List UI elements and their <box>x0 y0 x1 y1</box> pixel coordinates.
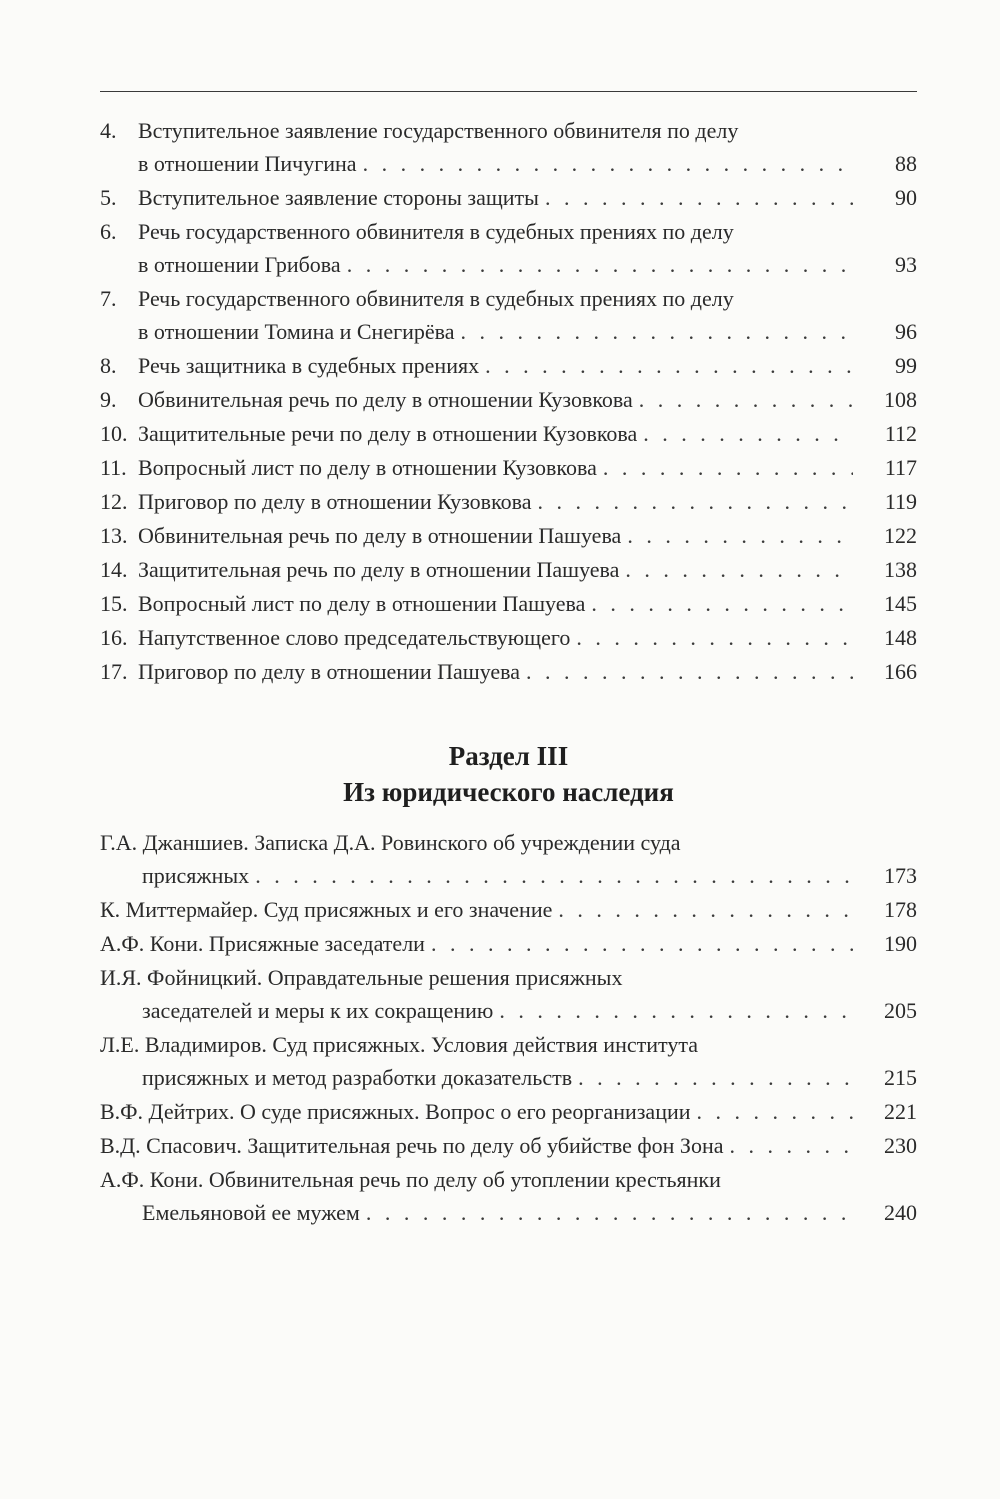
dot-leader <box>461 315 853 348</box>
toc-entry[interactable] <box>100 893 917 926</box>
toc-entry-page: 230 <box>884 1133 917 1158</box>
toc-entry-page: 108 <box>884 387 917 412</box>
dot-leader <box>366 1196 853 1229</box>
dot-leader <box>363 147 853 180</box>
toc-entry-page: 145 <box>884 591 917 616</box>
dot-leader <box>627 519 853 552</box>
toc-entry-page: 96 <box>895 319 917 344</box>
toc-entry[interactable] <box>100 215 917 281</box>
toc-entry-title: Емельяновой ее мужем <box>142 1200 360 1225</box>
toc-entry-title: Г.А. Джаншиев. Записка Д.А. Ровинского об учреждении суда <box>100 830 681 855</box>
toc-entry-title: Л.Е. Владимиров. Суд присяжных. Условия действия института <box>100 1032 698 1057</box>
toc-entry[interactable] <box>100 1129 917 1162</box>
dot-leader <box>485 349 853 382</box>
toc-entry[interactable] <box>100 1028 917 1094</box>
toc-entry-title: Вступительное заявление стороны защиты <box>138 185 539 210</box>
toc-entry-number: 16. <box>100 625 128 650</box>
toc-entry-page: 173 <box>884 863 917 888</box>
toc-entry[interactable] <box>100 1095 917 1128</box>
toc-entry-page: 88 <box>895 151 917 176</box>
dot-leader <box>538 485 854 518</box>
toc-entry[interactable] <box>100 621 917 654</box>
toc-entry-title: Вопросный лист по делу в отношении Кузовкова <box>138 455 597 480</box>
toc-entry-page: 190 <box>884 931 917 956</box>
toc-entry-title: В.Ф. Дейтрих. О суде присяжных. Вопрос о его реорганизации <box>100 1099 691 1124</box>
toc-entry-page: 90 <box>895 185 917 210</box>
toc-entry-page: 93 <box>895 252 917 277</box>
toc-entry-title: в отношении Пичугина <box>138 151 357 176</box>
toc-entry-number: 9. <box>100 387 117 412</box>
toc-entry-page: 112 <box>884 421 917 446</box>
section-heading <box>100 738 917 810</box>
toc-entry-page: 122 <box>884 523 917 548</box>
dot-leader <box>499 994 853 1027</box>
dot-leader <box>643 417 853 450</box>
toc-entry-page: 221 <box>884 1099 917 1124</box>
dot-leader <box>591 587 853 620</box>
toc-entry[interactable] <box>100 553 917 586</box>
toc-section-2-list <box>100 114 917 688</box>
toc-entry-title: в отношении Томина и Снегирёва <box>138 319 455 344</box>
toc-entry[interactable] <box>100 587 917 620</box>
toc-entry[interactable] <box>100 927 917 960</box>
toc-entry[interactable] <box>100 451 917 484</box>
toc-entry[interactable] <box>100 417 917 450</box>
dot-leader <box>578 1061 853 1094</box>
dot-leader <box>603 451 853 484</box>
toc-entry-number: 5. <box>100 185 117 210</box>
toc-entry-number: 14. <box>100 557 128 582</box>
toc-entry[interactable] <box>100 961 917 1027</box>
toc-entry-title: в отношении Грибова <box>138 252 341 277</box>
toc-entry-title: Приговор по делу в отношении Пашуева <box>138 659 521 684</box>
toc-section-3-list <box>100 826 917 1229</box>
dot-leader <box>558 893 853 926</box>
dot-leader <box>431 927 853 960</box>
dot-leader <box>545 181 853 214</box>
toc-entry-page: 119 <box>884 489 917 514</box>
toc-entry-title: Речь государственного обвинителя в судебных прениях по делу <box>138 219 734 244</box>
toc-entry-title: присяжных <box>142 863 250 888</box>
toc-entry-title: Напутственное слово председательствующего <box>138 625 571 650</box>
toc-entry[interactable] <box>100 383 917 416</box>
toc-entry-page: 178 <box>884 897 917 922</box>
toc-entry-number: 11. <box>100 455 127 480</box>
toc-entry-title: заседателей и меры к их сокращению <box>142 998 494 1023</box>
dot-leader <box>625 553 853 586</box>
toc-entry-number: 8. <box>100 353 117 378</box>
toc-entry-title: Обвинительная речь по делу в отношении Кузовкова <box>138 387 633 412</box>
dot-leader <box>576 621 853 654</box>
section-title: Раздел III <box>448 741 569 771</box>
toc-entry-page: 117 <box>884 455 917 480</box>
top-rule <box>100 91 917 92</box>
dot-leader <box>639 383 853 416</box>
toc-entry[interactable] <box>100 282 917 348</box>
toc-entry-title: И.Я. Фойницкий. Оправдательные решения присяжных <box>100 965 623 990</box>
toc-entry-title: А.Ф. Кони. Обвинительная речь по делу об утоплении крестьянки <box>100 1167 721 1192</box>
toc-entry-number: 15. <box>100 591 128 616</box>
dot-leader <box>255 859 853 892</box>
dot-leader <box>526 655 853 688</box>
section-subtitle: Из юридического наследия <box>343 777 674 807</box>
toc-entry-page: 99 <box>895 353 917 378</box>
toc-entry-title: В.Д. Спасович. Защитительная речь по делу об убийстве фон Зона <box>100 1133 724 1158</box>
toc-entry-title: А.Ф. Кони. Присяжные заседатели <box>100 931 425 956</box>
toc-entry-title: Защитительные речи по делу в отношении Кузовкова <box>138 421 638 446</box>
toc-entry-number: 6. <box>100 219 117 244</box>
toc-entry-title: Обвинительная речь по делу в отношении Пашуева <box>138 523 622 548</box>
toc-entry[interactable] <box>100 181 917 214</box>
toc-entry[interactable] <box>100 1163 917 1229</box>
toc-entry[interactable] <box>100 826 917 892</box>
toc-entry-title: Вступительное заявление государственного обвинителя по делу <box>138 118 739 143</box>
toc-entry-number: 7. <box>100 286 117 311</box>
toc-entry-page: 166 <box>884 659 917 684</box>
toc-entry-title: Приговор по делу в отношении Кузовкова <box>138 489 532 514</box>
toc-entry[interactable] <box>100 114 917 180</box>
toc-entry-number: 4. <box>100 118 117 143</box>
toc-entry-title: Речь государственного обвинителя в судебных прениях по делу <box>138 286 734 311</box>
dot-leader <box>729 1129 853 1162</box>
toc-entry-title: К. Миттермайер. Суд присяжных и его значение <box>100 897 553 922</box>
toc-entry-page: 138 <box>884 557 917 582</box>
toc-entry-page: 148 <box>884 625 917 650</box>
toc-entry-title: Защитительная речь по делу в отношении Пашуева <box>138 557 620 582</box>
toc-entry-number: 12. <box>100 489 128 514</box>
toc-entry[interactable] <box>100 655 917 688</box>
toc-entry-number: 13. <box>100 523 128 548</box>
toc-entry-page: 240 <box>884 1200 917 1225</box>
toc-entry-title: присяжных и метод разработки доказательств <box>142 1065 573 1090</box>
dot-leader <box>697 1095 853 1128</box>
toc-entry-title: Вопросный лист по делу в отношении Пашуева <box>138 591 586 616</box>
toc-entry[interactable] <box>100 519 917 552</box>
toc-entry[interactable] <box>100 485 917 518</box>
toc-entry-number: 10. <box>100 421 128 446</box>
toc-entry-number: 17. <box>100 659 128 684</box>
toc-entry-page: 215 <box>884 1065 917 1090</box>
toc-entry-page: 205 <box>884 998 917 1023</box>
toc-entry-title: Речь защитника в судебных прениях <box>138 353 480 378</box>
toc-entry[interactable] <box>100 349 917 382</box>
dot-leader <box>347 248 853 281</box>
